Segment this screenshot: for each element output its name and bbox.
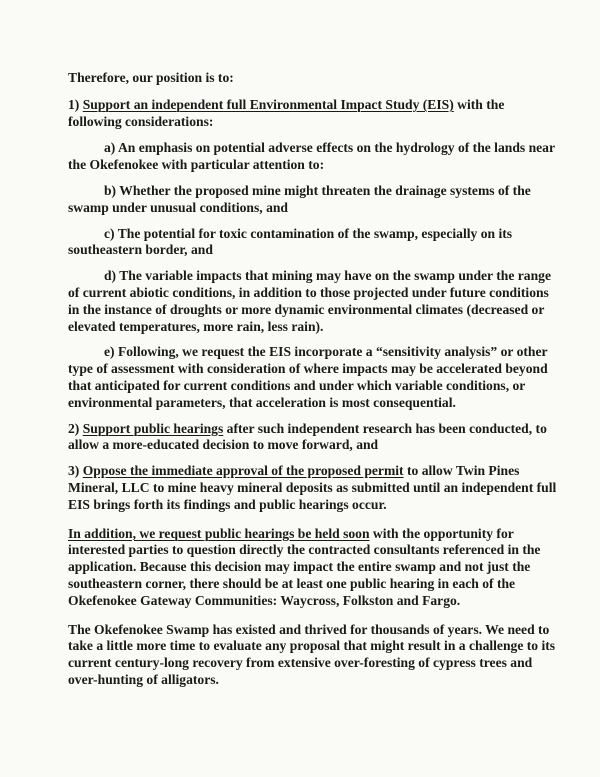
consideration-c: c) The potential for toxic contamination of the swamp, especially on its southeastern border, and bbox=[68, 225, 513, 258]
additional-request-underlined: In addition, we request public hearings be held soon bbox=[68, 525, 370, 541]
position-2: 2) Support public hearings after such independent research has been conducted, to allow a more-educated decision to move forward, and bbox=[68, 420, 547, 453]
position-1: 1) Support an independent full Environmental Impact Study (EIS) with the following considerations: bbox=[68, 96, 505, 129]
consideration-a: a) An emphasis on potential adverse effects on the hydrology of the lands near the Okefenokee with particular attention to: bbox=[68, 140, 555, 173]
position-3-underlined: Oppose the immediate approval of the proposed permit bbox=[82, 463, 404, 479]
consideration-e: e) Following, we request the EIS incorporate a “sensitivity analysis” or other type of assessment with consideration of where impacts may be accelerated beyond that anticipated for current conditions and under which variable conditions, or environmental parameters, that acceleration is most consequential. bbox=[68, 344, 548, 410]
consideration-b: b) Whether the proposed mine might threaten the drainage systems of the swamp under unusual conditions, and bbox=[68, 182, 531, 215]
position-1-underlined: Support an independent full Environmental Impact Study (EIS) bbox=[82, 96, 454, 112]
additional-request: In addition, we request public hearings be held soon with the opportunity for interested parties to question directly the contracted consultants referenced in the application. Because this decision may impact the entire swamp and not just the southeastern corner, there should be at least one public hearing in each of the Okefenokee Gateway Communities: Waycross, Folkston and Fargo. bbox=[68, 525, 541, 608]
consideration-d: d) The variable impacts that mining may have on the swamp under the range of current abiotic conditions, in addition to those projected under future conditions in the instance of droughts or more dynamic environmental climates (decreased or elevated temperatures, more rain, less rain). bbox=[68, 268, 551, 334]
position-3: 3) Oppose the immediate approval of the proposed permit to allow Twin Pines Mineral, LLC to mine heavy mineral deposits as submitted until an independent full EIS brings forth its findings and public hearings occur. bbox=[68, 463, 557, 512]
position-2-underlined: Support public hearings bbox=[82, 420, 224, 436]
intro-line: Therefore, our position is to: bbox=[68, 70, 234, 85]
closing-paragraph: The Okefenokee Swamp has existed and thrived for thousands of years. We need to take a little more time to evaluate any proposal that might result in a challenge to its current century-long recovery from extensive over-foresting of cypress trees and over-hunting of alligators. bbox=[68, 621, 556, 687]
